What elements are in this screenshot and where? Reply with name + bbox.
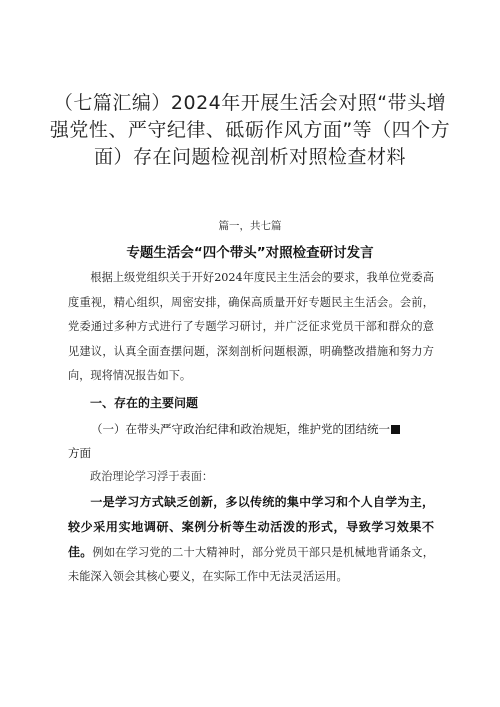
sub-label-theory-study: 政治理论学习浮于表面： [90,470,214,483]
speech-title: 专题生活会“四个带头”对照检查研讨发言 [126,245,374,261]
intro-paragraph: 根据上级党组织关于开好2024年度民主生活会的要求，我单位党委高度重视，精心组织，周密安排，确保高质量开好专题民主生活会。会前，党委通过多种方式进行了专题学习研讨，并广泛征求党员干部和群众的意见建议，认真全面查摆问题，深刻剖析问题根源，明确整改措施和努力方向，现将情况报告如下。 [68,271,434,382]
point-1-rest: 例如在学习党的二十大精神时，部分党员干部只是机械地背诵条文，未能深入领会其核心要义，在实际工作中无法灵活运用。 [68,546,434,583]
subsection-heading-tail: 方面 [68,446,91,460]
black-square-icon [391,425,400,434]
document-title: （七篇汇编）2024年开展生活会对照“带头增强党性、严守纪律、砥砺作风方面”等（四个方面）存在问题检视剖析对照检查材料 [49,92,451,168]
point-paragraph-1 [68,490,434,589]
section-caption: 篇一，共七篇 [218,220,282,232]
point-1-lead: 一是学习方式缺乏创新，多以传统的集中学习和个人自学为主，较少采用实地调研、案例分析等生动活泼的形式，导致学习效果不佳。 [68,495,434,559]
subsection-heading-political-discipline [68,417,434,465]
section-heading-problems: 一、存在的主要问题 [90,396,199,410]
subsection-heading-text: （一）在带头严守政治纪律和政治规矩，维护党的团结统一 [91,422,390,436]
